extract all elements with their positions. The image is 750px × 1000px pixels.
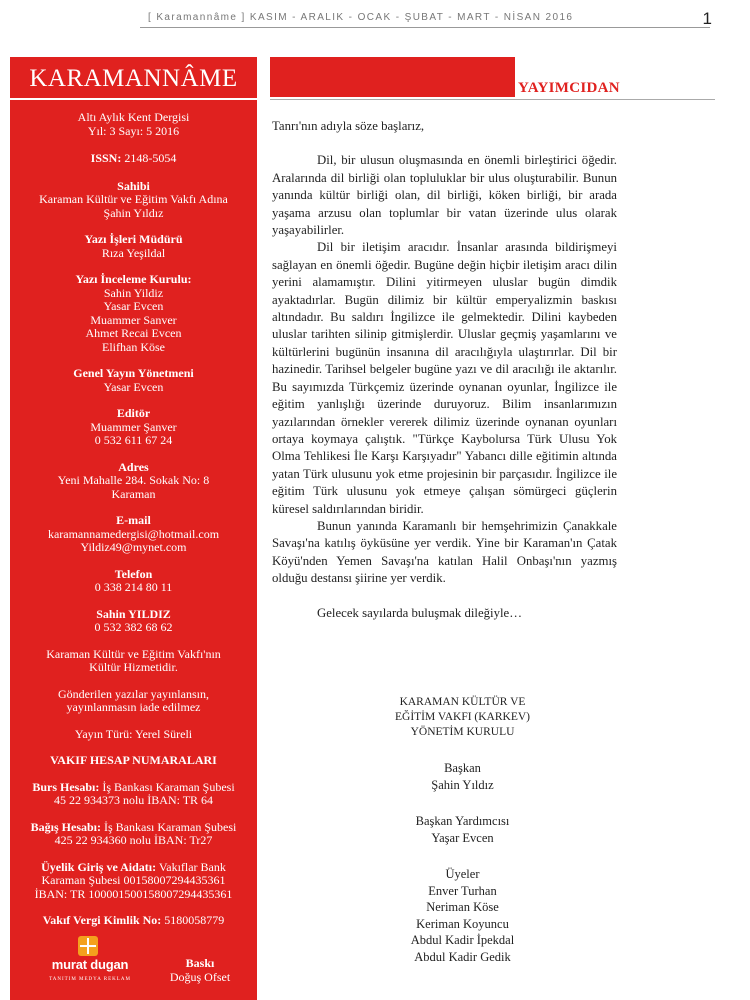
review-board-label: Yazı İnceleme Kurulu:	[75, 272, 192, 286]
article-paragraph: Bunun yanında Karamanlı bir hemşehrimizin Çanakkale Savaşı'na katılış öyküsüne yer verdik. Yine bir Karaman'ın Çatak Köyü'nden Yemen Savaşı'na katılan Halil Onbaşı'nın yazmış olduğu destansı şiirine yer verdik.	[272, 518, 617, 586]
email-address[interactable]: karamannamedergisi@hotmail.com	[47, 526, 220, 541]
membership-iban: İBAN: TR 100001500158007294435361	[34, 886, 233, 901]
editor-label: Editör	[116, 406, 151, 420]
masthead-sidebar	[10, 57, 257, 1000]
general-director-label: Genel Yayın Yönetmeni	[73, 366, 194, 380]
owner-block	[10, 180, 257, 221]
printer-logo-text: murat dugan	[51, 957, 129, 972]
printer-logo-icon	[78, 936, 98, 956]
section-header-rule	[270, 99, 715, 100]
address-line: Yeni Mahalle 284. Sokak No: 8	[57, 473, 210, 487]
section-header-bar	[270, 57, 515, 97]
board-president-name: Şahin Yıldız	[431, 777, 494, 792]
review-board-block	[10, 273, 257, 354]
editorial-article	[272, 118, 617, 622]
owner-line: Şahin Yıldız	[103, 205, 164, 220]
membership-account	[10, 861, 257, 902]
return-line: yayınlanmasın iade edilmez	[66, 700, 201, 714]
scholarship-account-number: 45 22 934373 nolu İBAN: TR 64	[53, 793, 214, 807]
header-rule	[140, 27, 710, 28]
issn	[10, 152, 257, 166]
service-note	[10, 648, 257, 675]
service-line: Karaman Kültür ve Eğitim Vakfı'nın	[46, 646, 221, 661]
page-number: 1	[702, 9, 712, 28]
board-organization	[350, 695, 575, 740]
article-closing: Gelecek sayılarda buluşmak dileğiyle…	[317, 605, 523, 620]
board-vice-president-name: Yaşar Evcen	[431, 830, 494, 845]
contact-person-name: Sahin YILDIZ	[96, 606, 171, 621]
general-director-block	[10, 367, 257, 394]
review-board-member: Sahin Yildiz	[103, 285, 164, 300]
board-members-label: Üyeler	[445, 867, 480, 881]
owner-label: Sahibi	[117, 178, 150, 193]
issn-value: 2148-5054	[124, 151, 177, 165]
magazine-brand: KARAMANNÂME	[29, 65, 238, 92]
scholarship-account	[10, 781, 257, 808]
editorial-manager-label: Yazı İşleri Müdürü	[84, 232, 183, 246]
board-vice-president-label: Başkan Yardımcısı	[415, 814, 510, 828]
page-header	[0, 0, 750, 38]
donation-account	[10, 821, 257, 848]
publication-type: Yayın Türü: Yerel Süreli	[74, 726, 193, 741]
donation-bank: İş Bankası Karaman Şubesi	[104, 819, 237, 834]
printer-label: Baskı	[185, 956, 215, 970]
tax-id-label: Vakıf Vergi Kimlik No:	[42, 913, 162, 927]
account-heading: VAKIF HESAP NUMARALARI	[50, 753, 217, 767]
board-member: Keriman Koyuncu	[416, 916, 509, 931]
article-paragraph: Dil bir iletişim aracıdır. İnsanlar arasında bildirişmeyi sağlayan en önemli öğedir. Bugüne değin hiçbir iletişim aracı dilin yerini alamamıştır. Dilini yitirmeyen uluslar bugün dimdik ayaktadırlar. Bugün dilimiz bir kültür emperyalizmin baskısı altındadır. Bu saldırı İngilizce ile gelmektedir. Dilini kaybeden uluslar tarihten silinip gitmişlerdir. Uluslar geçmiş yaşamlarını ve kültürlerini bugünün insanına dil aracılığıyla ulaştırırlar. Dil bir hazinedir. Tarihsel belgeler bugüne yazı ve dil aracılığı ile aktarılır. Bu sayımızda Türkçemiz üzerinde oynanan oyunlar, İngilizce ile eğitim yanlışlığı üzerinde duruyoruz. Bilim insanlarımızın yazılarından örnekler vererek dilimiz üzerinde oynanan oyunları ortaya koymaya çalıştık. "Türkçe Kaybolursa Türk Ulusu Yok Olma Tehlikesi İle Karşı Karşıyadır" Yabancı dille eğitimin altında yatan Türk ulusunu yok etme projesinin bir parçasıdır. İngilizce ile eğitim Türk ulusunu yok etmeye çalışan sömürgeci güçlerin küresel saldırılarından biridir.	[272, 240, 617, 516]
tax-id-value: 5180058779	[164, 913, 225, 927]
donation-account-number: 425 22 934360 nolu İBAN: Tr27	[54, 833, 213, 847]
masthead-issue-info	[10, 111, 257, 138]
general-director-name: Yasar Evcen	[103, 379, 164, 394]
article-paragraph: Dil, bir ulusun oluşmasında en önemli birleştirici öğedir. Aralarında dil birliği olan topluluklar bir ulus oluşturabilir. Bunun yanında kültür birliği olan, dil birliği, köken birliği, bir arada yaşama arzusu olan toplumlar bir vatan üzerinde ulus olarak yaşayabilirler.	[272, 153, 617, 238]
editor-phone: 0 532 611 67 24	[94, 433, 173, 447]
editorial-manager-block	[10, 233, 257, 260]
brand-divider	[10, 98, 257, 100]
review-board-member: Muammer Sanver	[90, 312, 177, 327]
phone-block	[10, 568, 257, 595]
donation-account-label: Bağış Hesabı:	[30, 819, 102, 834]
issn-label: ISSN:	[90, 151, 122, 165]
issue-line: [ Karamannâme ] KASIM - ARALIK - OCAK - ŞUBAT - MART - NİSAN 2016	[148, 12, 574, 23]
scholarship-bank: İş Bankası Karaman Şubesi	[102, 779, 235, 794]
issue-number: Yıl: 3 Sayı: 5 2016	[87, 123, 180, 138]
printer-info	[150, 956, 250, 984]
editor-name: Muammer Şanver	[90, 419, 177, 434]
board-org-line: EĞİTİM VAKFI (KARKEV)	[394, 711, 530, 723]
printer-logo	[40, 936, 130, 986]
board-member: Abdul Kadir İpekdal	[410, 933, 515, 947]
membership-bank: Vakıflar Bank	[158, 859, 226, 874]
section-title: YAYIMCIDAN	[518, 80, 620, 96]
board-member: Neriman Köse	[426, 900, 499, 914]
membership-account-label: Üyelik Giriş ve Aidatı:	[41, 859, 157, 874]
board-list	[350, 695, 575, 965]
editor-block	[10, 407, 257, 448]
printer-logo-subtext: TANITIM MEDYA REKLAM	[49, 977, 131, 982]
review-board-member: Elifhan Köse	[102, 339, 165, 354]
address-block	[10, 461, 257, 502]
return-policy	[10, 688, 257, 715]
email-label: E-mail	[116, 513, 151, 527]
service-line: Kültür Hizmetidir.	[89, 660, 178, 674]
board-president-label: Başkan	[444, 761, 481, 775]
magazine-subtitle: Altı Aylık Kent Dergisi	[77, 110, 190, 124]
review-board-member: Ahmet Recai Evcen	[85, 326, 182, 340]
contact-person-block	[10, 608, 257, 635]
membership-branch: Karaman Şubesi 00158007294435361	[41, 873, 226, 887]
review-board-member: Yasar Evcen	[103, 299, 164, 313]
phone-label: Telefon	[114, 566, 153, 581]
email-address[interactable]: Yildiz49@mynet.com	[80, 540, 187, 554]
board-org-line: KARAMAN KÜLTÜR VE	[399, 696, 526, 708]
contact-person-phone: 0 532 382 68 62	[94, 620, 173, 634]
board-org-line: YÖNETİM KURULU	[410, 726, 515, 738]
board-member: Enver Turhan	[428, 883, 497, 898]
address-line: Karaman	[111, 486, 156, 501]
phone-number: 0 338 214 80 11	[94, 580, 173, 594]
board-member: Abdul Kadir Gedik	[414, 949, 511, 964]
printer-name: Doğuş Ofset	[169, 970, 231, 984]
article-greeting: Tanrı'nın adıyla söze başlarız,	[272, 119, 425, 133]
owner-line: Karaman Kültür ve Eğitim Vakfı Adına	[39, 192, 228, 206]
email-block	[10, 514, 257, 555]
scholarship-account-label: Burs Hesabı:	[32, 779, 100, 794]
editorial-manager-name: Rıza Yeşildal	[101, 245, 166, 260]
address-label: Adres	[118, 459, 149, 474]
tax-id	[10, 914, 257, 928]
return-line: Gönderilen yazılar yayınlansın,	[58, 686, 209, 701]
